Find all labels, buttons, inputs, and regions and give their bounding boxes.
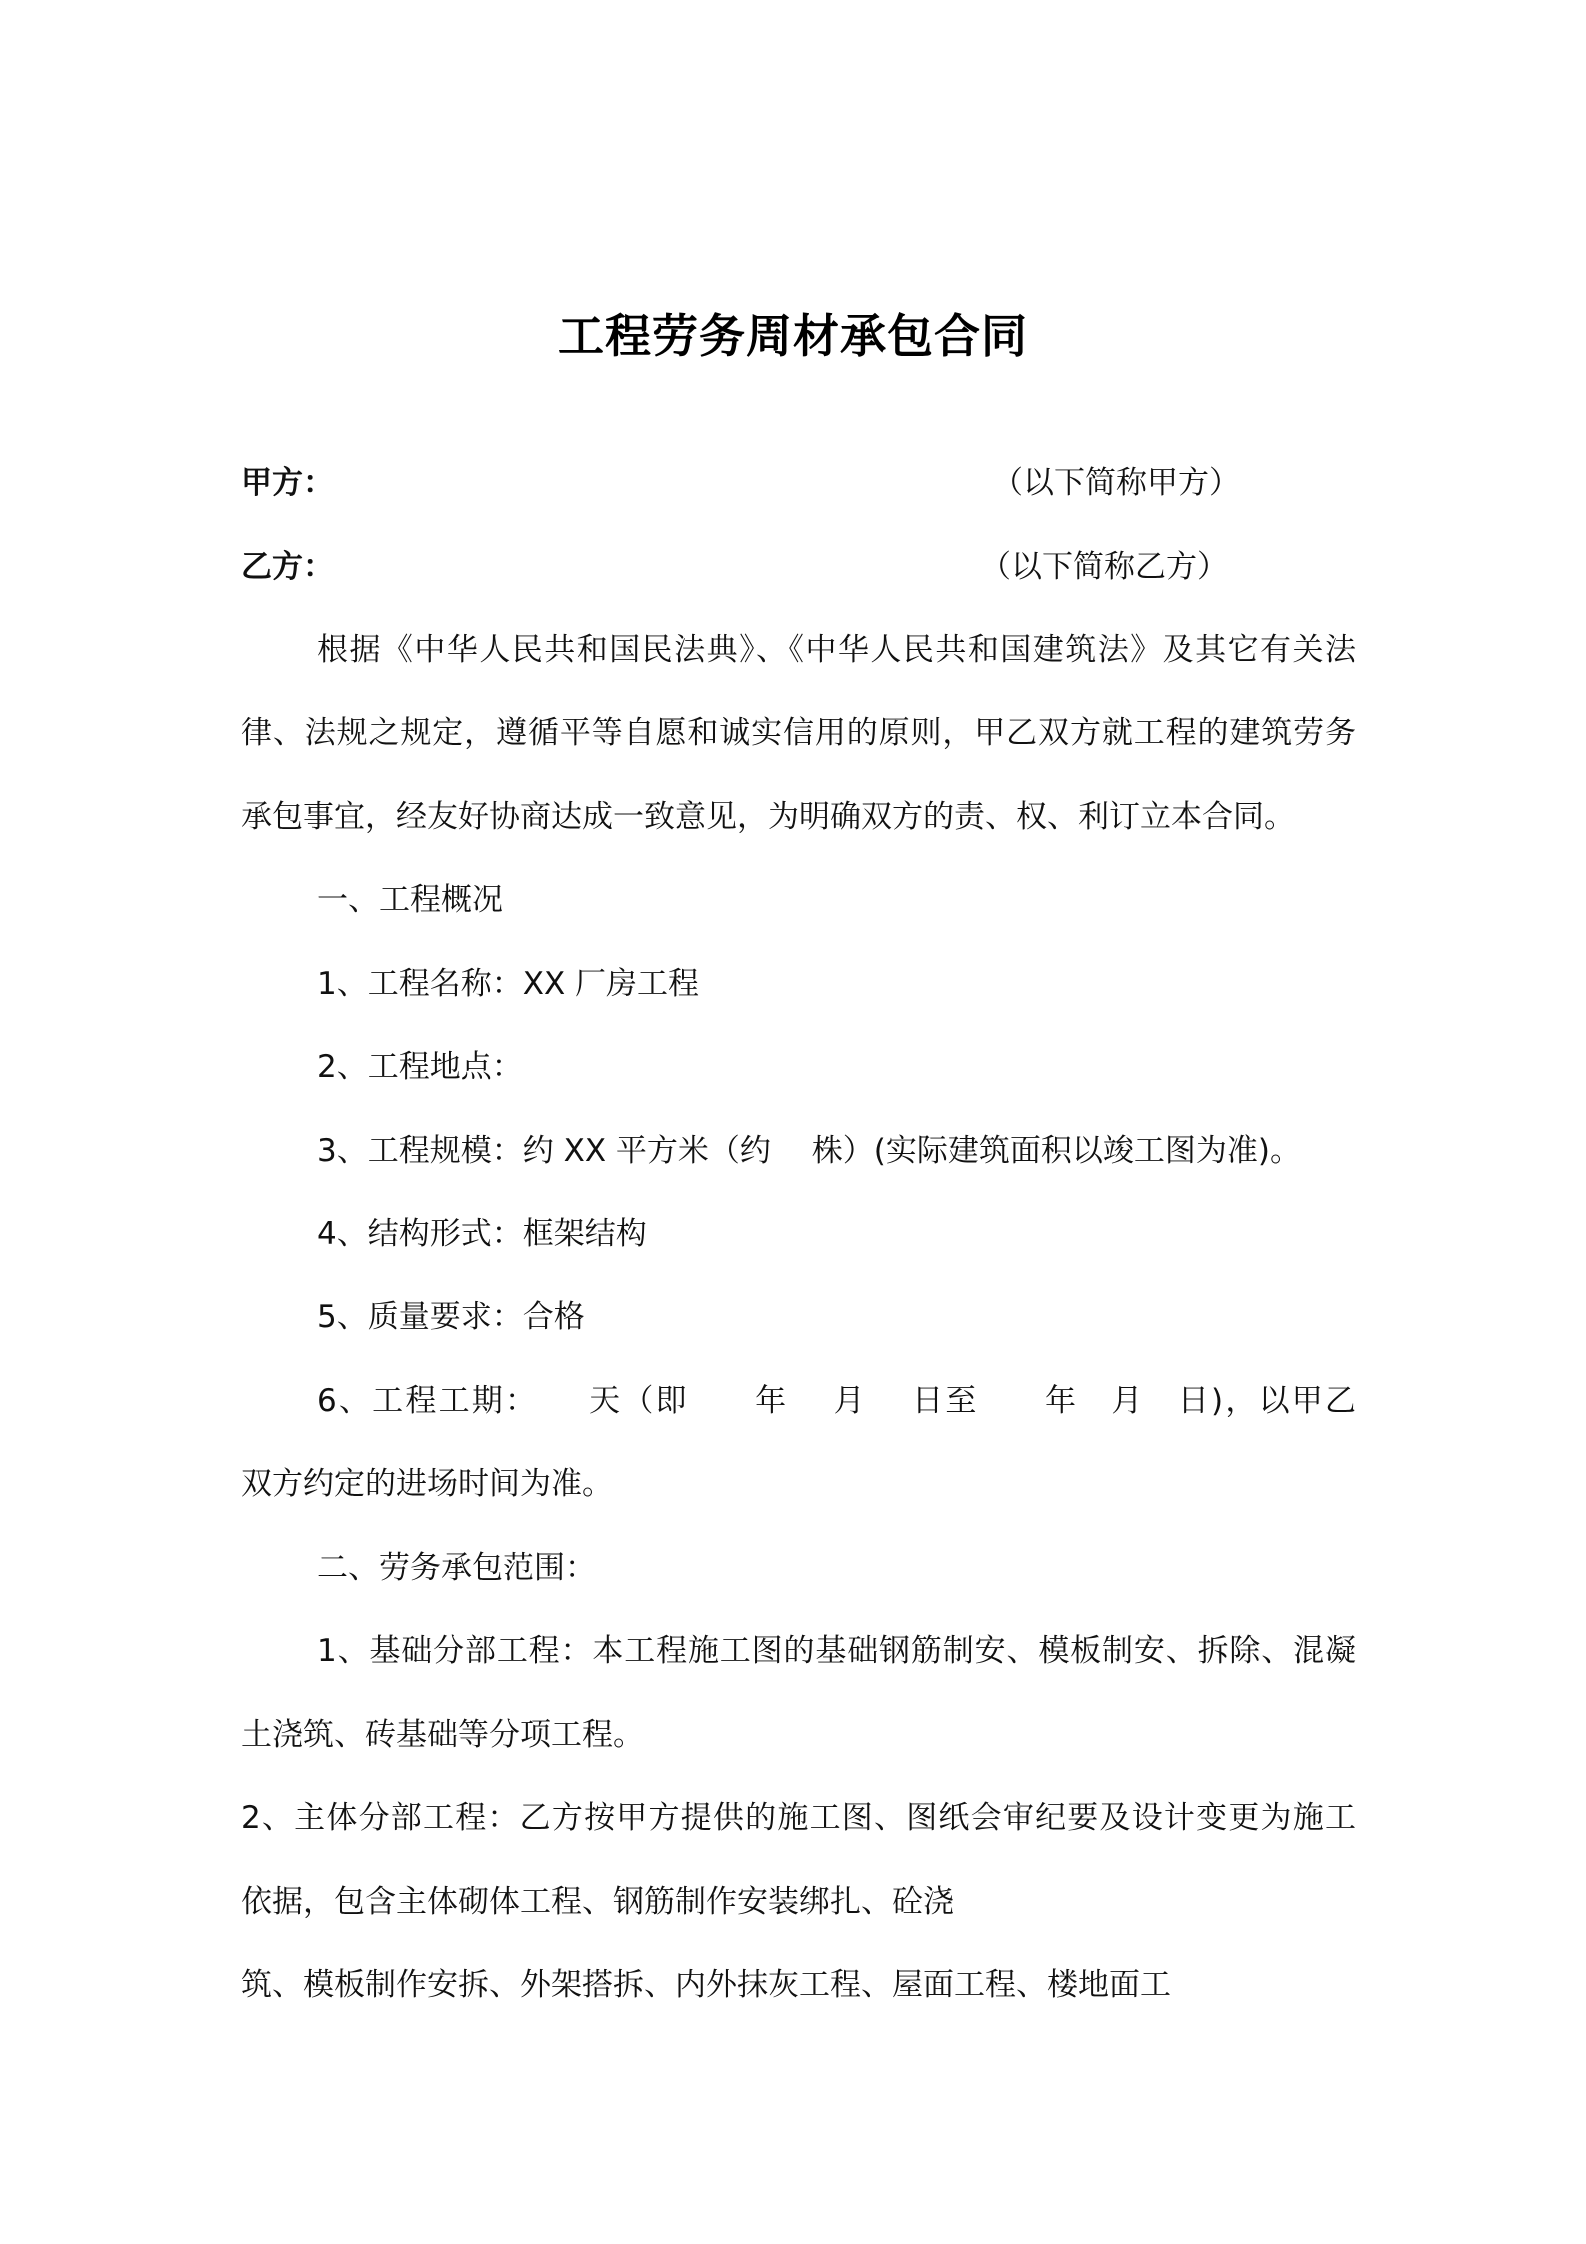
- section2-item-2-line-2: 依据，包含主体砌体工程、钢筋制作安装绑扎、砼浇: [241, 1884, 954, 1920]
- party-a-note: （以下简称甲方）: [992, 465, 1240, 501]
- document-title: 工程劳务周材承包合同: [558, 309, 1028, 363]
- section1-item-2: 2、工程地点：: [317, 1049, 523, 1085]
- preamble-line-1: 根据《中华人民共和国民法典》、《中华人民共和国建筑法》及其它有关法: [317, 632, 1356, 668]
- section2-item-2-line-3: 筑、模板制作安拆、外架搭拆、内外抹灰工程、屋面工程、楼地面工: [241, 1967, 1171, 2003]
- section1-item-1: 1、工程名称：XX 厂房工程: [317, 966, 700, 1002]
- section1-item-3: 3、工程规模：约 XX 平方米（约 株）(实际建筑面积以竣工图为准)。: [317, 1133, 1301, 1169]
- section1-item-6-line-1: 6、工程工期： 天（即 年 月 日至 年 月 日)，以甲乙: [317, 1383, 1356, 1419]
- section2-heading: 二、劳务承包范围：: [317, 1550, 596, 1586]
- preamble-line-2: 律、法规之规定，遵循平等自愿和诚实信用的原则，甲乙双方就工程的建筑劳务: [241, 715, 1356, 751]
- section2-item-1-line-2: 土浇筑、砖基础等分项工程。: [241, 1717, 644, 1753]
- section1-item-4: 4、结构形式：框架结构: [317, 1216, 647, 1252]
- party-b-label: 乙方：: [241, 549, 334, 585]
- section2-item-1-line-1: 1、基础分部工程：本工程施工图的基础钢筋制安、模板制安、拆除、混凝: [317, 1633, 1356, 1669]
- section1-item-5: 5、质量要求：合格: [317, 1299, 585, 1335]
- preamble-line-3: 承包事宜，经友好协商达成一致意见，为明确双方的责、权、利订立本合同。: [241, 799, 1295, 835]
- section1-heading: 一、工程概况: [317, 882, 503, 918]
- party-b-note: （以下简称乙方）: [980, 549, 1228, 585]
- party-a-label: 甲方：: [241, 465, 334, 501]
- section1-item-6-line-2: 双方约定的进场时间为准。: [241, 1466, 613, 1502]
- section2-item-2-line-1: 2、主体分部工程：乙方按甲方提供的施工图、图纸会审纪要及设计变更为施工: [241, 1800, 1356, 1836]
